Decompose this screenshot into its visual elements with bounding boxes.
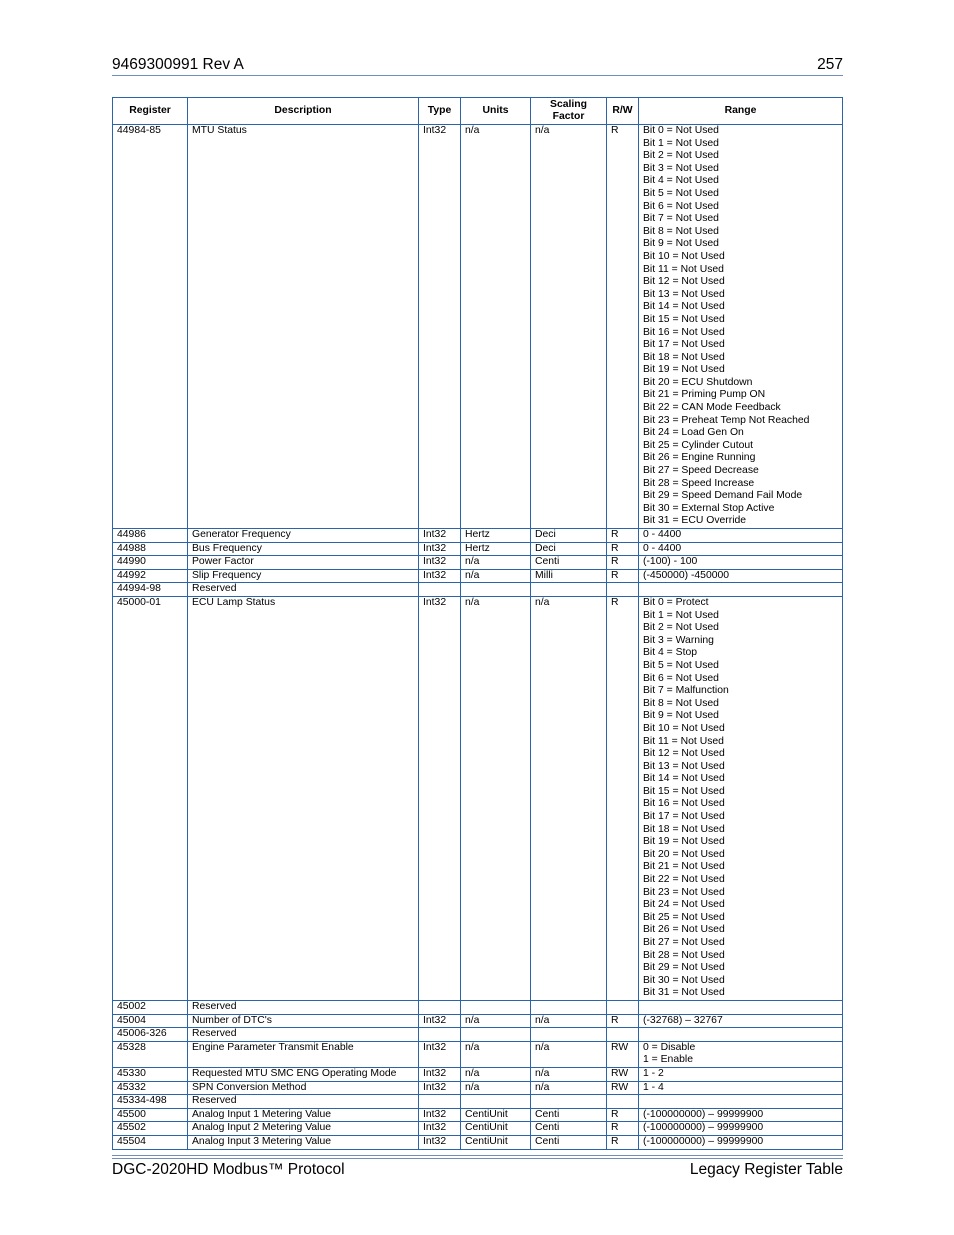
cell-register: 44992 xyxy=(113,569,188,583)
cell-type: Int32 xyxy=(419,542,461,556)
cell-scaling-factor xyxy=(531,1028,607,1042)
cell-register: 44984-85 xyxy=(113,125,188,529)
cell-range: (-100) - 100 xyxy=(639,556,843,570)
cell-rw: R xyxy=(607,1014,639,1028)
cell-rw xyxy=(607,1028,639,1042)
table-row xyxy=(113,1108,843,1122)
cell-type xyxy=(419,1000,461,1014)
cell-units: n/a xyxy=(461,569,531,583)
page-number: 257 xyxy=(817,56,843,73)
column-header-register: Register xyxy=(113,98,188,125)
cell-scaling-factor: n/a xyxy=(531,596,607,1000)
cell-range: 0 - 4400 xyxy=(639,529,843,543)
table-body xyxy=(113,125,843,1150)
cell-rw: RW xyxy=(607,1041,639,1067)
footer-document-title: DGC-2020HD Modbus™ Protocol xyxy=(112,1161,345,1178)
cell-description: Reserved xyxy=(188,1095,419,1109)
cell-units: n/a xyxy=(461,1067,531,1081)
cell-rw: R xyxy=(607,1122,639,1136)
cell-units xyxy=(461,1095,531,1109)
cell-rw xyxy=(607,583,639,597)
table-row xyxy=(113,1122,843,1136)
cell-range: (-100000000) – 99999900 xyxy=(639,1122,843,1136)
cell-description: Generator Frequency xyxy=(188,529,419,543)
cell-rw: R xyxy=(607,556,639,570)
table-row xyxy=(113,1000,843,1014)
cell-rw: RW xyxy=(607,1081,639,1095)
table-row xyxy=(113,1028,843,1042)
cell-rw: R xyxy=(607,1135,639,1149)
column-header-description: Description xyxy=(188,98,419,125)
cell-scaling-factor: Deci xyxy=(531,529,607,543)
cell-scaling-factor: Deci xyxy=(531,542,607,556)
cell-description: Power Factor xyxy=(188,556,419,570)
table-row xyxy=(113,556,843,570)
cell-scaling-factor xyxy=(531,1095,607,1109)
table-row xyxy=(113,542,843,556)
cell-register: 45004 xyxy=(113,1014,188,1028)
table-row xyxy=(113,1095,843,1109)
cell-description: Number of DTC's xyxy=(188,1014,419,1028)
cell-register: 44994-98 xyxy=(113,583,188,597)
cell-range: 1 - 4 xyxy=(639,1081,843,1095)
cell-scaling-factor: n/a xyxy=(531,125,607,529)
cell-type: Int32 xyxy=(419,596,461,1000)
cell-units: CentiUnit xyxy=(461,1135,531,1149)
table-row xyxy=(113,1041,843,1067)
cell-type: Int32 xyxy=(419,1081,461,1095)
cell-type xyxy=(419,1095,461,1109)
cell-register: 45002 xyxy=(113,1000,188,1014)
cell-range: Bit 0 = Protect Bit 1 = Not Used Bit 2 = Not Used Bit 3 = Warning Bit 4 = Stop Bit 5 = Not Used Bit 6 = Not Used Bit 7 = Malfunction Bit 8 = Not Used Bit 9 = Not Used Bit 10 = Not Used Bit 11 = Not Used Bit 12 = Not Used Bit 13 = Not Used Bit 14 = Not Used Bit 15 = Not Used Bit 16 = Not Used Bit 17 = Not Used Bit 18 = Not Used Bit 19 = Not Used Bit 20 = Not Used Bit 21 = Not Used Bit 22 = Not Used Bit 23 = Not Used Bit 24 = Not Used Bit 25 = Not Used Bit 26 = Not Used Bit 27 = Not Used Bit 28 = Not Used Bit 29 = Not Used Bit 30 = Not Used Bit 31 = Not Used xyxy=(639,596,843,1000)
cell-scaling-factor: n/a xyxy=(531,1067,607,1081)
cell-range xyxy=(639,1028,843,1042)
table-row xyxy=(113,1014,843,1028)
cell-range: 0 - 4400 xyxy=(639,542,843,556)
page-header xyxy=(112,54,843,76)
cell-units: n/a xyxy=(461,1081,531,1095)
cell-units xyxy=(461,1028,531,1042)
cell-register: 44990 xyxy=(113,556,188,570)
cell-register: 45502 xyxy=(113,1122,188,1136)
cell-register: 45334-498 xyxy=(113,1095,188,1109)
cell-type: Int32 xyxy=(419,556,461,570)
cell-rw: R xyxy=(607,596,639,1000)
cell-type: Int32 xyxy=(419,1041,461,1067)
cell-range: Bit 0 = Not Used Bit 1 = Not Used Bit 2 = Not Used Bit 3 = Not Used Bit 4 = Not Used Bit 5 = Not Used Bit 6 = Not Used Bit 7 = Not Used Bit 8 = Not Used Bit 9 = Not Used Bit 10 = Not Used Bit 11 = Not Used Bit 12 = Not Used Bit 13 = Not Used Bit 14 = Not Used Bit 15 = Not Used Bit 16 = Not Used Bit 17 = Not Used Bit 18 = Not Used Bit 19 = Not Used Bit 20 = ECU Shutdown Bit 21 = Priming Pump ON Bit 22 = CAN Mode Feedback Bit 23 = Preheat Temp Not Reached Bit 24 = Load Gen On Bit 25 = Cylinder Cutout Bit 26 = Engine Running Bit 27 = Speed Decrease Bit 28 = Speed Increase Bit 29 = Speed Demand Fail Mode Bit 30 = External Stop Active Bit 31 = ECU Override xyxy=(639,125,843,529)
cell-units: n/a xyxy=(461,1014,531,1028)
cell-register: 45330 xyxy=(113,1067,188,1081)
cell-range: (-32768) – 32767 xyxy=(639,1014,843,1028)
cell-description: SPN Conversion Method xyxy=(188,1081,419,1095)
cell-units: CentiUnit xyxy=(461,1122,531,1136)
cell-scaling-factor: Centi xyxy=(531,1135,607,1149)
cell-scaling-factor xyxy=(531,1000,607,1014)
table-row xyxy=(113,125,843,529)
cell-scaling-factor: Centi xyxy=(531,1122,607,1136)
cell-type: Int32 xyxy=(419,529,461,543)
cell-register: 45006-326 xyxy=(113,1028,188,1042)
cell-scaling-factor: n/a xyxy=(531,1041,607,1067)
cell-range xyxy=(639,583,843,597)
table-header-row xyxy=(113,98,843,125)
cell-units: n/a xyxy=(461,1041,531,1067)
cell-type: Int32 xyxy=(419,1135,461,1149)
cell-scaling-factor: Centi xyxy=(531,556,607,570)
cell-description: Analog Input 2 Metering Value xyxy=(188,1122,419,1136)
cell-units: n/a xyxy=(461,596,531,1000)
table-row xyxy=(113,1067,843,1081)
column-header-range: Range xyxy=(639,98,843,125)
cell-scaling-factor xyxy=(531,583,607,597)
cell-description: Bus Frequency xyxy=(188,542,419,556)
cell-type: Int32 xyxy=(419,569,461,583)
cell-units: CentiUnit xyxy=(461,1108,531,1122)
cell-description: Engine Parameter Transmit Enable xyxy=(188,1041,419,1067)
cell-units: n/a xyxy=(461,125,531,529)
cell-rw: R xyxy=(607,542,639,556)
cell-units xyxy=(461,1000,531,1014)
cell-range: (-100000000) – 99999900 xyxy=(639,1135,843,1149)
cell-scaling-factor: n/a xyxy=(531,1014,607,1028)
footer-section-title: Legacy Register Table xyxy=(689,1161,843,1178)
footer-rule xyxy=(112,1155,843,1156)
table-row xyxy=(113,1135,843,1149)
cell-type: Int32 xyxy=(419,1122,461,1136)
cell-scaling-factor: n/a xyxy=(531,1081,607,1095)
cell-units xyxy=(461,583,531,597)
cell-description: Requested MTU SMC ENG Operating Mode xyxy=(188,1067,419,1081)
cell-range: 0 = Disable 1 = Enable xyxy=(639,1041,843,1067)
cell-units: n/a xyxy=(461,556,531,570)
table-row xyxy=(113,583,843,597)
cell-register: 45328 xyxy=(113,1041,188,1067)
cell-range: (-450000) -450000 xyxy=(639,569,843,583)
cell-description: Analog Input 3 Metering Value xyxy=(188,1135,419,1149)
cell-description: ECU Lamp Status xyxy=(188,596,419,1000)
register-table xyxy=(112,97,843,1150)
column-header-type: Type xyxy=(419,98,461,125)
cell-range xyxy=(639,1000,843,1014)
cell-rw: RW xyxy=(607,1067,639,1081)
column-header-units: Units xyxy=(461,98,531,125)
cell-register: 44988 xyxy=(113,542,188,556)
table-row xyxy=(113,596,843,1000)
cell-type: Int32 xyxy=(419,125,461,529)
cell-type xyxy=(419,1028,461,1042)
cell-description: MTU Status xyxy=(188,125,419,529)
column-header-scaling-factor: Scaling Factor xyxy=(531,98,607,125)
cell-register: 44986 xyxy=(113,529,188,543)
cell-rw: R xyxy=(607,125,639,529)
cell-description: Reserved xyxy=(188,1000,419,1014)
table-row xyxy=(113,569,843,583)
cell-description: Reserved xyxy=(188,1028,419,1042)
cell-scaling-factor: Milli xyxy=(531,569,607,583)
cell-description: Reserved xyxy=(188,583,419,597)
cell-rw xyxy=(607,1000,639,1014)
cell-description: Slip Frequency xyxy=(188,569,419,583)
cell-type: Int32 xyxy=(419,1067,461,1081)
cell-description: Analog Input 1 Metering Value xyxy=(188,1108,419,1122)
document-id: 9469300991 Rev A xyxy=(112,56,244,73)
cell-register: 45504 xyxy=(113,1135,188,1149)
cell-rw: R xyxy=(607,529,639,543)
cell-scaling-factor: Centi xyxy=(531,1108,607,1122)
column-header-rw: R/W xyxy=(607,98,639,125)
cell-type: Int32 xyxy=(419,1014,461,1028)
cell-register: 45000-01 xyxy=(113,596,188,1000)
cell-range: (-100000000) – 99999900 xyxy=(639,1108,843,1122)
cell-rw xyxy=(607,1095,639,1109)
cell-rw: R xyxy=(607,1108,639,1122)
cell-register: 45500 xyxy=(113,1108,188,1122)
header-rule xyxy=(112,75,843,76)
cell-rw: R xyxy=(607,569,639,583)
cell-range xyxy=(639,1095,843,1109)
page-footer xyxy=(112,1159,843,1181)
table-row xyxy=(113,529,843,543)
cell-units: Hertz xyxy=(461,529,531,543)
cell-type xyxy=(419,583,461,597)
table-row xyxy=(113,1081,843,1095)
cell-type: Int32 xyxy=(419,1108,461,1122)
cell-range: 1 - 2 xyxy=(639,1067,843,1081)
cell-register: 45332 xyxy=(113,1081,188,1095)
cell-units: Hertz xyxy=(461,542,531,556)
